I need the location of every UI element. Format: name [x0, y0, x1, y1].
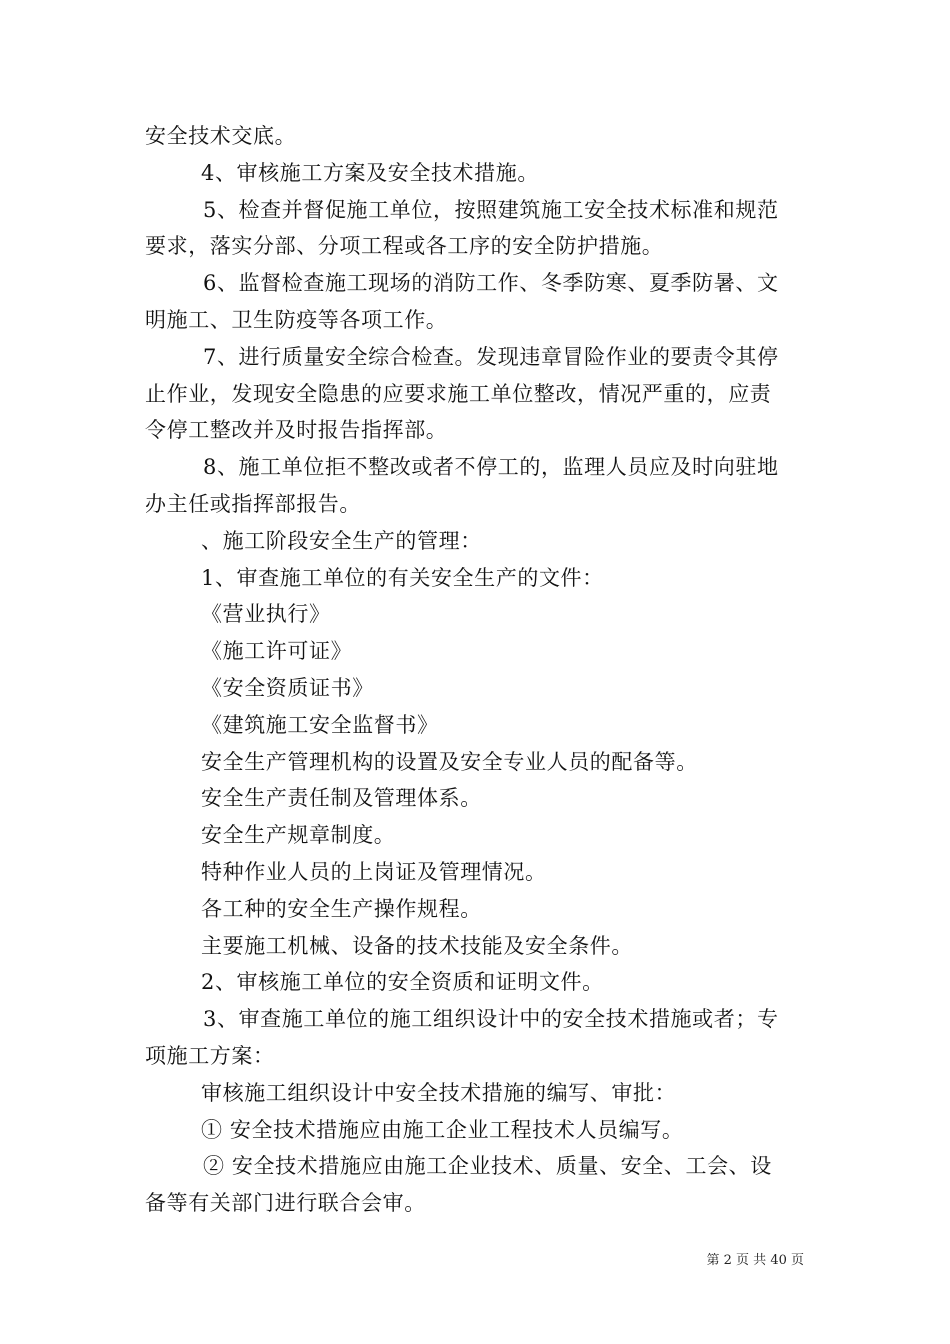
text-line: 1、审查施工单位的有关安全生产的文件： — [201, 565, 604, 590]
list-item: 《营业执行》 — [201, 602, 331, 627]
text-line: 备等有关部门进行联合会审。 — [145, 1191, 426, 1216]
list-item: 《施工许可证》 — [201, 639, 353, 664]
text-line: 止作业，发现安全隐患的应要求施工单位整改，情况严重的，应责 — [145, 381, 772, 406]
text-line: 6、监督检查施工现场的消防工作、冬季防寒、夏季防暑、文 — [203, 271, 779, 296]
numbered-item: ② 安全技术措施应由施工企业技术、质量、安全、工会、设 — [203, 1154, 772, 1179]
list-item: 安全生产管理机构的设置及安全专业人员的配备等。 — [201, 749, 698, 774]
document-body — [145, 118, 810, 1222]
list-item: 主要施工机械、设备的技术技能及安全条件。 — [201, 933, 633, 958]
text-line: 要求，落实分部、分项工程或各工序的安全防护措施。 — [145, 234, 664, 259]
list-item: 《安全资质证书》 — [201, 675, 374, 700]
text-line: 7、进行质量安全综合检查。发现违章冒险作业的要责令其停 — [203, 344, 779, 369]
text-line: 8、施工单位拒不整改或者不停工的，监理人员应及时向驻地 — [203, 455, 779, 480]
text-line: 审核施工组织设计中安全技术措施的编写、审批： — [201, 1080, 677, 1105]
numbered-item: ① 安全技术措施应由施工企业工程技术人员编写。 — [201, 1117, 684, 1142]
text-line: 3、审查施工单位的施工组织设计中的安全技术措施或者；专 — [203, 1007, 779, 1032]
section-heading: 、施工阶段安全生产的管理： — [201, 528, 482, 553]
list-item: 各工种的安全生产操作规程。 — [201, 896, 482, 921]
text-line: 明施工、卫生防疫等各项工作。 — [145, 307, 448, 332]
list-item: 安全生产规章制度。 — [201, 823, 396, 848]
page-number-footer: 第 2 页 共 40 页 — [706, 1253, 804, 1268]
text-line: 办主任或指挥部报告。 — [145, 491, 361, 516]
list-item: 《建筑施工安全监督书》 — [201, 712, 439, 737]
text-line: 项施工方案： — [145, 1043, 275, 1068]
list-item: 安全生产责任制及管理体系。 — [201, 786, 482, 811]
text-line: 令停工整改并及时报告指挥部。 — [145, 418, 448, 443]
list-item: 特种作业人员的上岗证及管理情况。 — [201, 859, 547, 884]
text-line: 安全技术交底。 — [145, 124, 297, 148]
text-line: 5、检查并督促施工单位，按照建筑施工安全技术标准和规范 — [203, 197, 779, 222]
text-line: 4、审核施工方案及安全技术措施。 — [201, 160, 539, 185]
text-line: 2、审核施工单位的安全资质和证明文件。 — [201, 970, 604, 995]
